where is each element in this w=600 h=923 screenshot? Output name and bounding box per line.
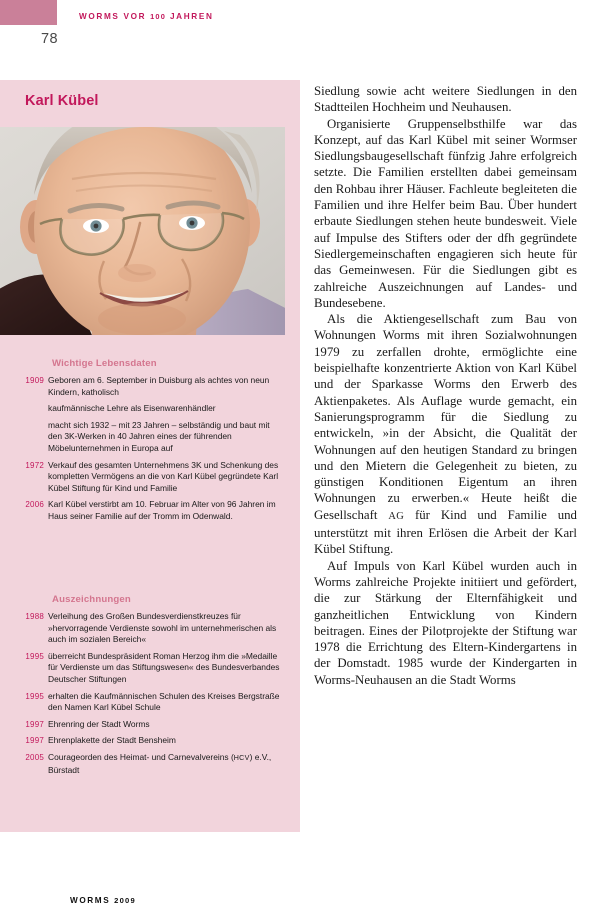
data-entry [0,499,300,522]
data-entry [0,420,300,455]
entry-year: 1997 [25,736,44,746]
running-head [79,12,214,21]
entry-year: 1909 [25,376,44,385]
body-column [314,83,577,688]
entry-abbr: HCV [233,753,250,762]
portrait-photo [0,127,285,335]
entry-text: überreicht Bundespräsident Roman Herzog ihm die »Medaille für Verdienste um das Stiftungswesen« des Bundesverbandes Deutscher Stiftungen [48,650,280,684]
entry-year [0,420,48,455]
entry-year: 2005 [25,752,44,762]
entry-text: Geboren am 6. September in Duisburg als achtes von neun Kindern, katholisch [48,375,270,397]
data-entry [0,691,300,714]
entry-text: Verkauf des gesamten Unternehmens 3K und Schenkung des kompletten Vermögens an die von Karl Kübel gegründete Karl Kübel Stiftung für Kind und Familie [48,459,279,493]
body-paragraph [314,311,577,557]
data-entry [0,375,300,398]
entry-text: Verleihung des Großen Bundesverdienstkreuzes für »hervorragende Verdienste sowohl im unternehmerischen als auch im sozialen Bereich« [48,611,277,645]
data-entry [0,611,300,646]
entry-text: erhalten die Kaufmännischen Schulen des Kreises Bergstraße den Namen Karl Kübel Schule [48,690,280,713]
body-abbr: AG [388,510,405,522]
body-paragraph: Organisierte Gruppenselbsthilfe war das Konzept, auf das Karl Kübel mit seiner Wormser Siedlungsbaugesellschaft fünfzig Jahre erfolgreich setzte. Die Familien erstellten dabei gemeinsam den Rohbau ihrer Häuser. Fachleute begleiteten die Familien und ihre Helfer beim Bau. Über hundert erbaute Siedlungen stehen heute bundesweit. Viele auf Impulse des Stifters oder der dfh gegründete Siedlergemeinschaften engagieren sich heute für das Gemeinwesen. Für die Siedlungen gibt es zahlreiche Auszeichnungen auf Landes- und Bundesebene. [314,116,577,310]
entry-year: 1995 [25,651,44,661]
footer-label: WORMS [70,896,115,905]
page-title: Karl Kübel [25,93,99,109]
entry-text: macht sich 1932 – mit 23 Jahren – selbständig und baut mit den 3K-Werken in 40 Jahren eines der führenden Möbelunternehmen in Europa auf [48,419,270,453]
data-entry [0,735,300,747]
data-entry [0,719,300,731]
section-heading-auszeichnungen: Auszeichnungen [52,594,131,605]
corner-color-block [0,0,57,25]
entry-year [0,403,48,415]
portrait-photo-image [0,127,285,335]
data-entry [0,752,300,776]
footer-year: 2009 [114,896,136,905]
entry-text: Ehrenring der Stadt Worms [48,718,150,729]
section-heading-lebensdaten: Wichtige Lebensdaten [52,358,157,369]
data-entry [0,651,300,686]
entry-text: Karl Kübel verstirbt am 10. Februar im Alter von 96 Jahren im Haus seiner Familie auf der Tromm im Odenwald. [48,499,276,521]
entry-year: 2006 [25,500,44,510]
data-entry [0,460,300,495]
entry-text: Ehrenplakette der Stadt Bensheim [48,735,176,746]
entry-text: kaufmännische Lehre als Eisenwarenhändler [48,403,216,414]
entry-year: 1988 [25,612,44,621]
running-head-prefix: WORMS VOR [79,12,151,21]
section-auszeichnungen [0,594,300,781]
info-panel [0,80,300,832]
entry-year: 1972 [25,460,44,470]
entry-text [48,752,300,776]
page-number: 78 [41,31,58,47]
entry-text-after: ) e.V., Bürstadt [48,751,272,775]
section-lebensdaten [0,358,300,528]
data-entry [0,403,300,415]
body-text-before: Als die Aktiengesellschaft zum Bau von Wohnungen Worms mit ihren Sozialwohnungen 1979 zu zerfallen drohte, ermöglichte eine beispielhafte konzentrierte Aktion von Karl Kübel und der Sparkasse Worms den Erwerb des Aktienpaketes. Als Auflage wurde gemacht, ein Sanierungsprogramm für die Siedlung zu entwickeln, »in der Absicht, die Qualität der Wohnungen auf den heutigen Standard zu bringen und den Mietern die Gelegenheit zu bieten, zu günstigen Konditionen Eigentum an ihren Wohnungen zu erwerben.« Heute heißt die Gesellschaft [314,312,577,522]
body-paragraph: Siedlung sowie acht weitere Siedlungen in den Stadtteilen Hochheim und Neuhausen. [314,84,577,115]
body-paragraph: Auf Impuls von Karl Kübel wurden auch in Worms zahlreiche Projekte initiiert und gefördert, die zur Stärkung der Elternfähigkeit und ganzheitlichen Entwicklung von Kindern beitragen. Eines der Pilotprojekte der Stiftung war 1978 die Errichtung des Eltern-Kindergartens in der Domstadt. 1985 wurde der Kindergarten in Worms-Neuhausen an die Stadt Worms [314,558,577,687]
entry-year: 1995 [25,691,44,701]
page-footer [70,896,136,905]
running-head-suffix: JAHREN [166,12,214,21]
entry-year: 1997 [25,719,44,729]
body-text-after: für Kind und Familie und unterstützt mit ihren Erlösen die Arbeit der Karl Kübel Stiftung. [314,507,577,557]
running-head-year: 100 [150,12,167,21]
entry-text-before: Courageorden des Heimat- und Carnevalvereins ( [48,751,234,762]
